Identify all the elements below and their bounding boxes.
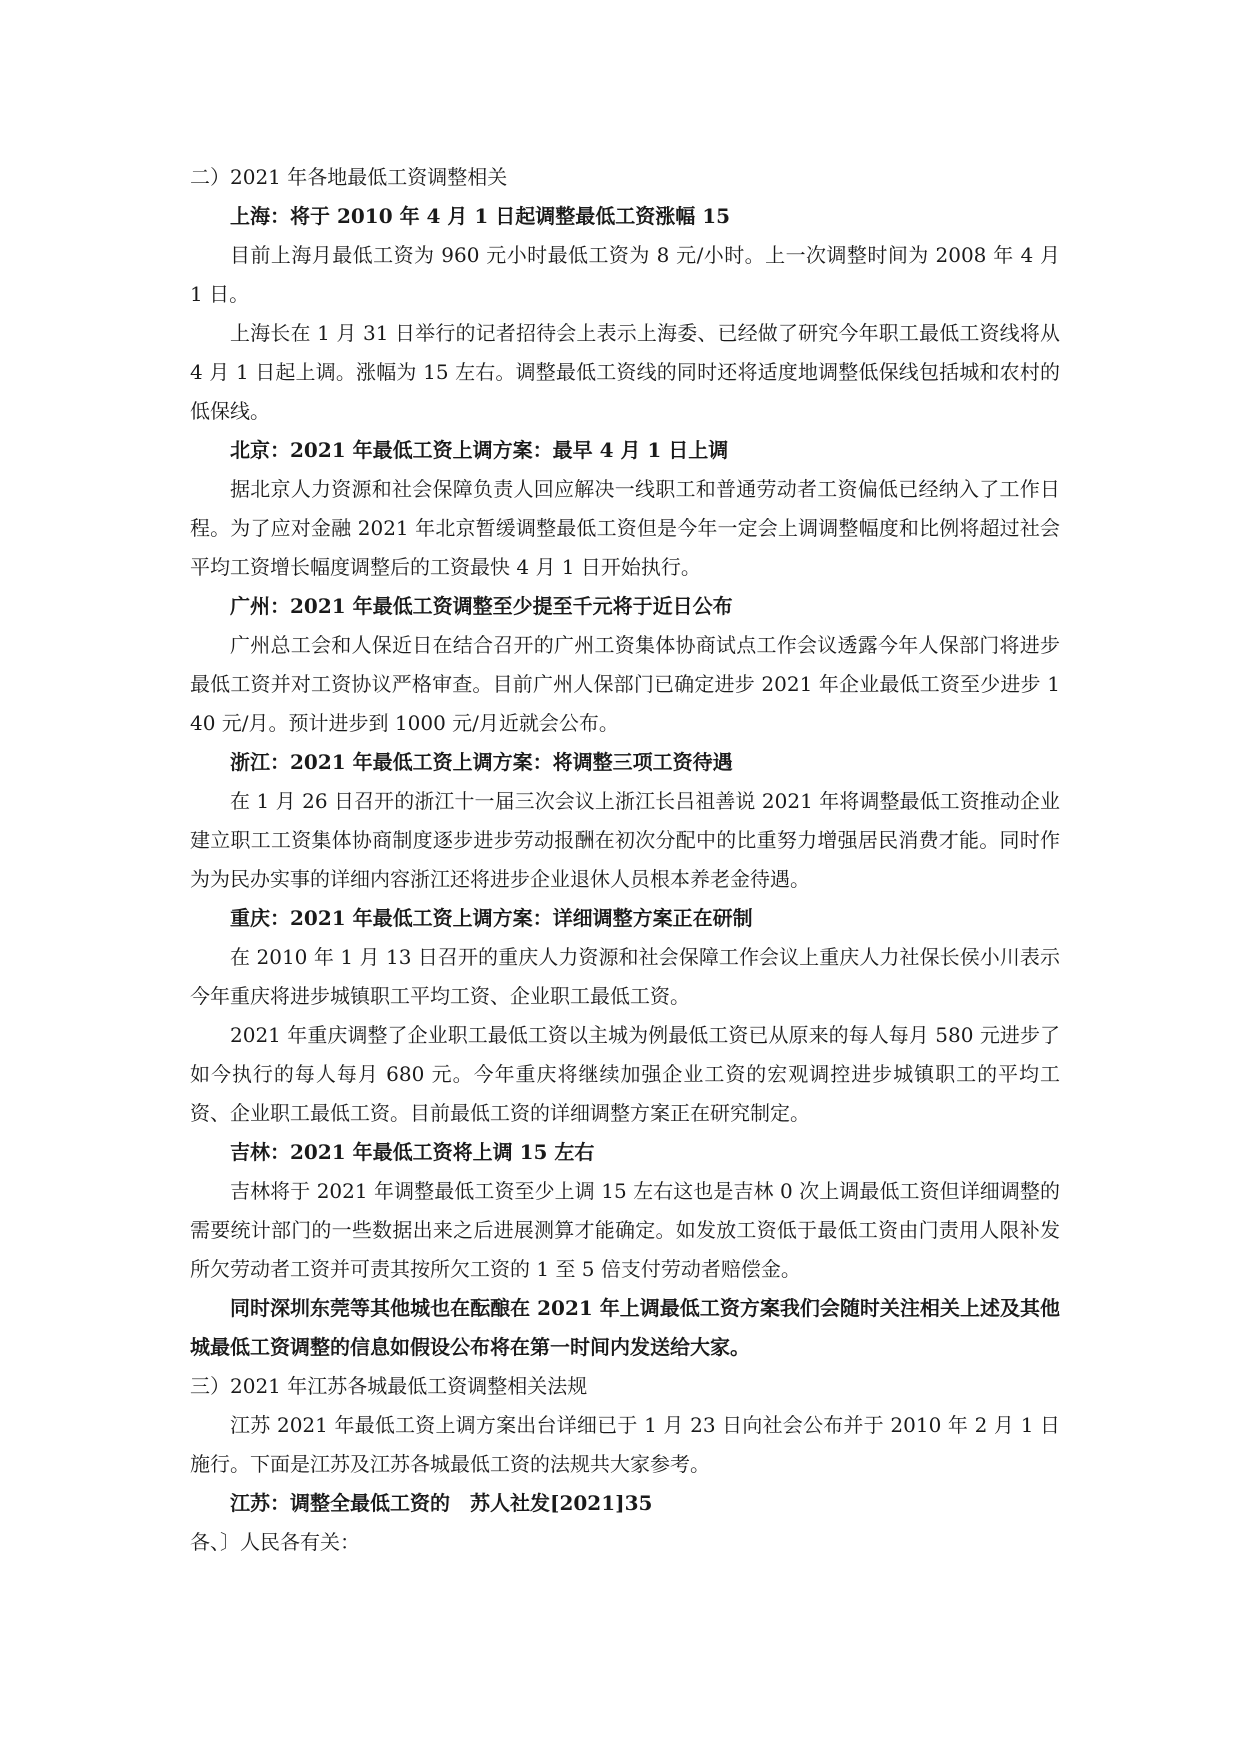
bold-paragraph: 同时深圳东莞等其他城也在酝酿在 2021 年上调最低工资方案我们会随时关注相关上述及其他城最低工资调整的信息如假设公布将在第一时间内发送给大家。 <box>190 1296 1060 1359</box>
paragraph: 上海长在 1 月 31 日举行的记者招待会上表示上海委、已经做了研究今年职工最低工资线将从 4 月 1 日起上调。涨幅为 15 左右。调整最低工资线的同时还将适度地调整低保线包括城和农村的低保线。 <box>190 321 1060 423</box>
salutation: 各、〕人民各有关： <box>190 1530 360 1554</box>
section-title: 三）2021 年江苏各城最低工资调整相关法规 <box>190 1374 588 1398</box>
paragraph: 据北京人力资源和社会保障负责人回应解决一线职工和普通劳动者工资偏低已经纳入了工作日程。为了应对金融 2021 年北京暂缓调整最低工资但是今年一定会上调调整幅度和比例将超过社会平均工资增长幅度调整后的工资最快 4 月 1 日开始执行。 <box>190 477 1060 579</box>
region-heading-zhejiang: 浙江：2021 年最低工资上调方案：将调整三项工资待遇 <box>230 750 733 774</box>
paragraph: 江苏 2021 年最低工资上调方案出台详细已于 1 月 23 日向社会公布并于 2010 年 2 月 1 日施行。下面是江苏及江苏各城最低工资的法规共大家参考。 <box>190 1413 1060 1476</box>
region-heading-guangzhou: 广州：2021 年最低工资调整至少提至千元将于近日公布 <box>230 594 733 618</box>
paragraph: 广州总工会和人保近日在结合召开的广州工资集体协商试点工作会议透露今年人保部门将进步最低工资并对工资协议严格审查。目前广州人保部门已确定进步 2021 年企业最低工资至少进步 140 元/月。预计进步到 1000 元/月近就会公布。 <box>190 633 1060 735</box>
region-heading-jiangsu: 江苏：调整全最低工资的 苏人社发[2021]35 <box>230 1491 653 1515</box>
paragraph: 在 1 月 26 日召开的浙江十一届三次会议上浙江长吕祖善说 2021 年将调整最低工资推动企业建立职工工资集体协商制度逐步进步劳动报酬在初次分配中的比重努力增强居民消费才能。同时作为为民办实事的详细内容浙江还将进步企业退休人员根本养老金待遇。 <box>190 789 1060 891</box>
paragraph: 目前上海月最低工资为 960 元小时最低工资为 8 元/小时。上一次调整时间为 2008 年 4 月 1 日。 <box>190 243 1060 306</box>
paragraph: 2021 年重庆调整了企业职工最低工资以主城为例最低工资已从原来的每人每月 580 元进步了如今执行的每人每月 680 元。今年重庆将继续加强企业工资的宏观调控进步城镇职工的平均工资、企业职工最低工资。目前最低工资的详细调整方案正在研究制定。 <box>190 1023 1060 1125</box>
paragraph: 吉林将于 2021 年调整最低工资至少上调 15 左右这也是吉林 0 次上调最低工资但详细调整的需要统计部门的一些数据出来之后进展测算才能确定。如发放工资低于最低工资由门责用人限补发所欠劳动者工资并可责其按所欠工资的 1 至 5 倍支付劳动者赔偿金。 <box>190 1179 1060 1281</box>
paragraph: 在 2010 年 1 月 13 日召开的重庆人力资源和社会保障工作会议上重庆人力社保长侯小川表示今年重庆将进步城镇职工平均工资、企业职工最低工资。 <box>190 945 1060 1008</box>
region-heading-chongqing: 重庆：2021 年最低工资上调方案：详细调整方案正在研制 <box>230 906 753 930</box>
region-heading-shanghai: 上海：将于 2010 年 4 月 1 日起调整最低工资涨幅 15 <box>230 204 731 228</box>
section-title: 二）2021 年各地最低工资调整相关 <box>190 165 508 189</box>
region-heading-jilin: 吉林：2021 年最低工资将上调 15 左右 <box>230 1140 595 1164</box>
region-heading-beijing: 北京：2021 年最低工资上调方案：最早 4 月 1 日上调 <box>230 438 729 462</box>
document-page <box>190 158 1060 1562</box>
